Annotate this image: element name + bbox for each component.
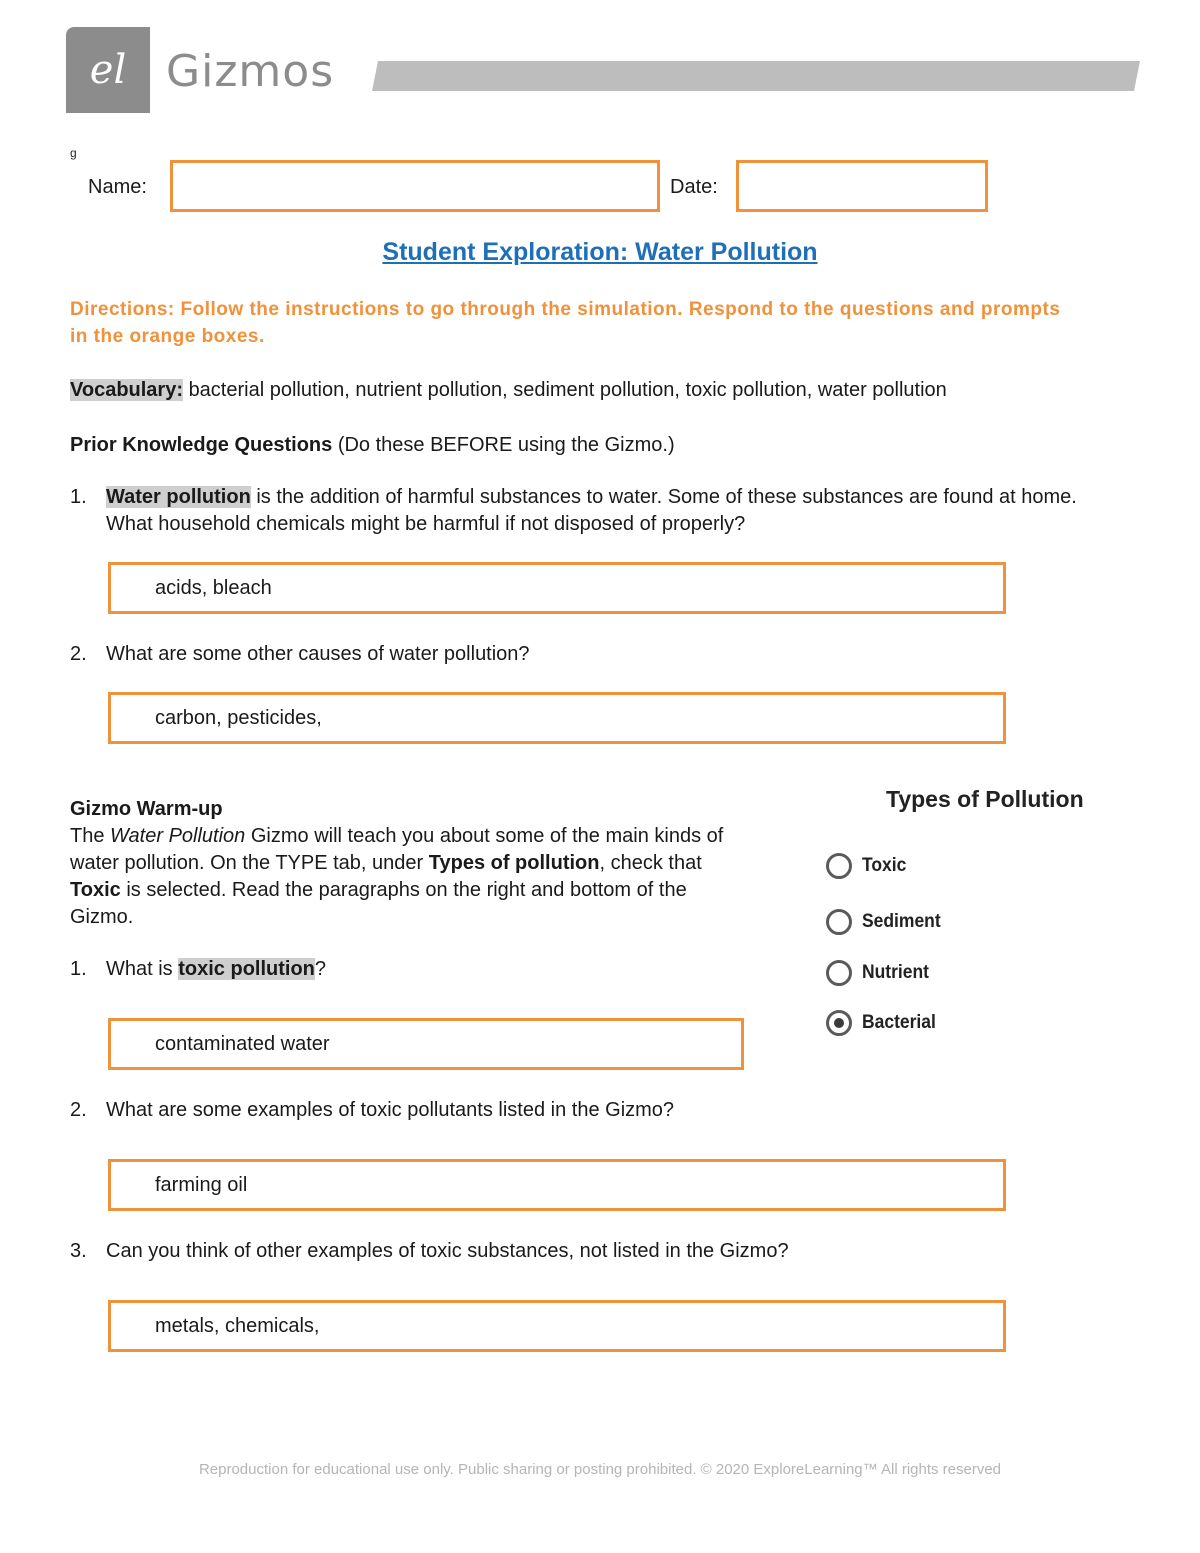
radio-nutrient[interactable] (826, 960, 935, 986)
radio-toxic[interactable] (826, 853, 910, 879)
answer-box-prior-2[interactable] (108, 692, 1006, 744)
date-label: Date: (670, 176, 718, 198)
question-suffix: ? (314, 958, 327, 980)
warmup-paragraph (70, 823, 740, 931)
warmup-section (70, 796, 740, 931)
name-label: Name: (88, 176, 147, 198)
page-title: Student Exploration: Water Pollution (382, 238, 818, 266)
warmup-heading: Gizmo Warm-up (70, 798, 223, 820)
radio-label: Sediment (862, 911, 941, 932)
question-term: Water pollution (106, 486, 251, 508)
pollution-panel-title: Types of Pollution (886, 786, 1084, 812)
radio-circle[interactable] (826, 909, 852, 935)
answer-box-warmup-3[interactable] (108, 1300, 1006, 1352)
radio-circle[interactable] (826, 960, 852, 986)
date-field[interactable] (736, 160, 988, 212)
question-text: Can you think of other examples of toxic substances, not listed in the Gizmo? (106, 1240, 789, 1262)
types-label: Types of pollution (428, 852, 600, 874)
prior-knowledge-note: (Do these BEFORE using the Gizmo.) (337, 434, 675, 456)
prior-question-2 (70, 641, 1100, 668)
question-term: toxic pollution (178, 958, 315, 980)
answer-box-warmup-2[interactable] (108, 1159, 1006, 1211)
question-number: 2. (70, 1099, 87, 1121)
answer-box-prior-1[interactable] (108, 562, 1006, 614)
question-text: is the addition of harmful substances to water. Some of these substances are found at home. What household chemicals might be harmful if not disposed of properly? (106, 486, 1077, 535)
footer: Reproduction for educational use only. Public sharing or posting prohibited. © 2020 ExploreLearning™ All rights reserved (198, 1461, 1002, 1478)
answer-box-warmup-1[interactable] (108, 1018, 744, 1070)
question-number: 2. (70, 643, 87, 665)
logo (66, 27, 150, 113)
vocabulary-label: Vocabulary: (70, 379, 183, 401)
question-number: 3. (70, 1240, 87, 1262)
question-number: 1. (70, 958, 87, 980)
warmup-question-2 (70, 1097, 1100, 1124)
answer-text: acids, bleach (155, 576, 272, 599)
radio-sediment[interactable] (826, 909, 948, 935)
warmup-question-1 (70, 956, 1100, 983)
radio-circle-selected[interactable] (826, 1010, 852, 1036)
question-prefix: What is (106, 958, 173, 980)
header-bar (372, 61, 1140, 91)
warmup-text: The (70, 825, 105, 847)
radio-label: Toxic (862, 855, 907, 876)
question-number: 1. (70, 486, 87, 508)
toxic-label: Toxic (70, 879, 121, 901)
warmup-text: is selected. Read the paragraphs on the right and bottom of the Gizmo. (70, 879, 687, 928)
vocabulary (70, 377, 1130, 404)
warmup-text: , check that (599, 852, 702, 874)
name-field[interactable] (170, 160, 660, 212)
question-text: What are some examples of toxic pollutants listed in the Gizmo? (106, 1099, 675, 1121)
brand-name: Gizmos (166, 46, 335, 97)
question-text: What are some other causes of water pollution? (106, 643, 530, 665)
warmup-text: Gizmo will teach you about some of the main kinds of water pollution. On the TYPE tab, under (70, 825, 724, 874)
vocabulary-terms: bacterial pollution, nutrient pollution, sediment pollution, toxic pollution, water pollution (188, 379, 947, 401)
radio-label: Nutrient (862, 962, 930, 983)
radio-bacterial[interactable] (826, 1010, 942, 1036)
prior-knowledge-title: Prior Knowledge Questions (70, 434, 333, 456)
radio-circle[interactable] (826, 853, 852, 879)
answer-text: contaminated water (155, 1032, 330, 1055)
answer-text: metals, chemicals, (155, 1314, 320, 1337)
prior-knowledge-heading (70, 432, 1130, 459)
radio-label: Bacterial (862, 1012, 936, 1033)
stray-character: g (70, 146, 77, 160)
answer-text: carbon, pesticides, (155, 706, 322, 729)
prior-question-1 (70, 484, 1100, 538)
answer-text: farming oil (155, 1173, 248, 1196)
logo-mark: el (89, 47, 127, 93)
directions: Directions: Follow the instructions to go through the simulation. Respond to the questions and prompts in the orange boxes. (70, 299, 1061, 347)
gizmo-name: Water Pollution (110, 825, 246, 847)
warmup-question-3 (70, 1238, 1100, 1265)
